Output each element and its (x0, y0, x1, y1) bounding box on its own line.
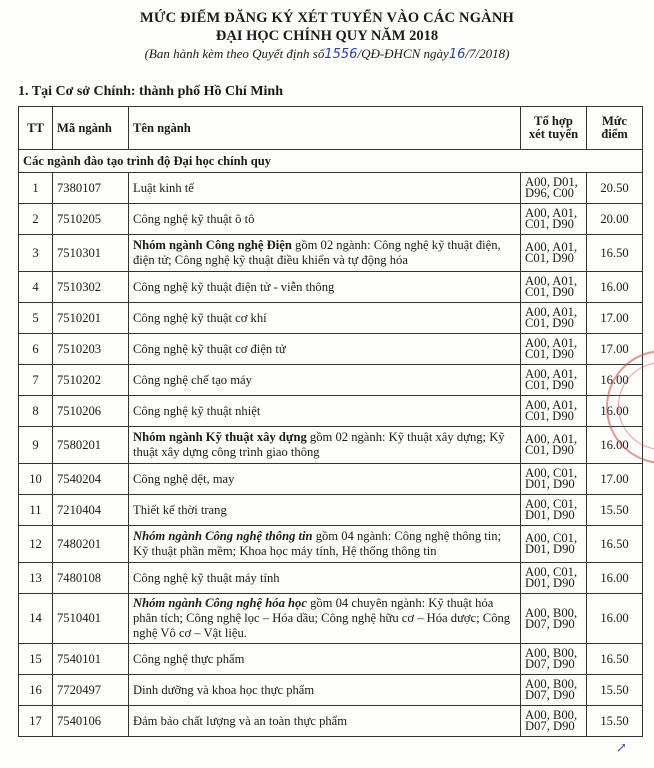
program-name-text: Công nghệ kỹ thuật cơ điện tử (133, 341, 286, 356)
program-code: 7540204 (53, 464, 129, 495)
program-group-title: Nhóm ngành Kỹ thuật xây dựng (133, 430, 307, 444)
header-combo: Tổ hợp xét tuyển (521, 107, 587, 150)
min-score: 15.50 (587, 706, 643, 737)
min-score: 16.00 (587, 396, 643, 427)
min-score: 16.50 (587, 526, 643, 563)
table-row (19, 594, 643, 644)
min-score: 15.50 (587, 675, 643, 706)
program-group-title: Nhóm ngành Công nghệ Điện (133, 238, 292, 252)
row-number: 13 (19, 563, 53, 594)
table-row (19, 204, 643, 235)
min-score: 20.00 (587, 204, 643, 235)
min-score: 16.00 (587, 365, 643, 396)
min-score: 17.00 (587, 303, 643, 334)
program-code: 7210404 (53, 495, 129, 526)
program-code: 7510202 (53, 365, 129, 396)
min-score: 17.00 (587, 334, 643, 365)
program-code: 7510401 (53, 594, 129, 644)
min-score: 16.00 (587, 563, 643, 594)
subject-combination: A00, B00, D07, D90 (521, 644, 587, 675)
program-code: 7510302 (53, 272, 129, 303)
program-name (129, 396, 521, 427)
row-number: 3 (19, 235, 53, 272)
header-tt: TT (19, 107, 53, 150)
program-name-text: Công nghệ kỹ thuật máy tính (133, 570, 280, 585)
handwritten-mark: ↗ (616, 740, 627, 755)
table-row (19, 464, 643, 495)
subject-combination: A00, C01, D01, D90 (521, 495, 587, 526)
row-number: 9 (19, 427, 53, 464)
program-name-text: gồm 02 ngành: Công nghệ kỹ thuật điện, điện tử; Công nghệ kỹ thuật điều khiển và tự động hóa (133, 238, 501, 267)
table-row (19, 706, 643, 737)
program-code: 7380107 (53, 173, 129, 204)
program-name-text: gồm 02 ngành: Kỹ thuật xây dựng; Kỹ thuật xây dựng công trình giao thông (133, 430, 505, 459)
min-score: 20.50 (587, 173, 643, 204)
program-code: 7540101 (53, 644, 129, 675)
table-row (19, 675, 643, 706)
program-name (129, 365, 521, 396)
subject-combination: A00, B00, D07, D90 (521, 675, 587, 706)
table-row (19, 235, 643, 272)
min-score: 16.50 (587, 644, 643, 675)
handwritten-decision-day: 16 (448, 47, 466, 62)
min-score: 16.00 (587, 427, 643, 464)
program-name (129, 563, 521, 594)
program-code: 7720497 (53, 675, 129, 706)
program-name (129, 464, 521, 495)
section-title: 1. Tại Cơ sở Chính: thành phố Hồ Chí Minh (18, 84, 284, 99)
program-code: 7580201 (53, 427, 129, 464)
program-name (129, 675, 521, 706)
subject-combination: A00, A01, C01, D90 (521, 334, 587, 365)
program-name-text: Công nghệ kỹ thuật nhiệt (133, 403, 261, 418)
subject-combination: A00, D01, D96, C00 (521, 173, 587, 204)
subject-combination: A00, A01, C01, D90 (521, 303, 587, 334)
program-name-text: Công nghệ thực phẩm (133, 651, 245, 666)
table-row (19, 303, 643, 334)
subject-combination: A00, A01, C01, D90 (521, 235, 587, 272)
program-name (129, 526, 521, 563)
row-number: 10 (19, 464, 53, 495)
row-number: 1 (19, 173, 53, 204)
subject-combination: A00, C01, D01, D90 (521, 563, 587, 594)
subject-combination: A00, A01, C01, D90 (521, 204, 587, 235)
program-name (129, 334, 521, 365)
title-line-1: MỨC ĐIỂM ĐĂNG KÝ XÉT TUYỂN VÀO CÁC NGÀNH (139, 10, 514, 26)
subtitle-prefix: (Ban hành kèm theo Quyết định số (144, 46, 325, 61)
subject-combination: A00, C01, D01, D90 (521, 526, 587, 563)
program-code: 7480108 (53, 563, 129, 594)
subtitle-middle: /QĐ-ĐHCN ngày (357, 46, 449, 61)
document-header (0, 0, 654, 62)
header-score: Mức điểm (587, 107, 643, 150)
min-score: 16.00 (587, 272, 643, 303)
program-name-text: Công nghệ dệt, may (133, 471, 235, 486)
table-row (19, 365, 643, 396)
row-number: 12 (19, 526, 53, 563)
min-score: 15.50 (587, 495, 643, 526)
decision-subtitle (0, 46, 654, 62)
program-name (129, 204, 521, 235)
subject-combination: A00, C01, D01, D90 (521, 464, 587, 495)
admission-score-table (18, 106, 643, 737)
table-row (19, 396, 643, 427)
table-row (19, 644, 643, 675)
handwritten-decision-number: 1556 (324, 47, 358, 62)
program-name (129, 235, 521, 272)
table-row (19, 427, 643, 464)
table-row (19, 173, 643, 204)
program-name-text: Dinh dưỡng và khoa học thực phẩm (133, 682, 315, 697)
subject-combination: A00, A01, C01, D90 (521, 396, 587, 427)
program-code: 7510201 (53, 303, 129, 334)
subtitle-suffix: /7/2018) (465, 46, 510, 61)
subject-combination: A00, A01, C01, D90 (521, 365, 587, 396)
program-name-text: Công nghệ kỹ thuật điện tử - viễn thông (133, 279, 335, 294)
table-row (19, 334, 643, 365)
header-name: Tên ngành (129, 107, 521, 150)
category-label: Các ngành đào tạo trình độ Đại học chính quy (19, 150, 643, 173)
table-row (19, 563, 643, 594)
table-header-row (19, 107, 643, 150)
min-score: 16.50 (587, 235, 643, 272)
program-name-text: gồm 04 ngành: Công nghệ thông tin; Kỹ thuật phần mềm; Khoa học máy tính, Hệ thống thông tin (133, 529, 502, 558)
program-name-text: Công nghệ chế tạo máy (133, 372, 252, 387)
subject-combination: A00, B00, D07, D90 (521, 706, 587, 737)
row-number: 17 (19, 706, 53, 737)
program-code: 7480201 (53, 526, 129, 563)
program-group-title: Nhóm ngành Công nghệ hóa học (133, 596, 307, 610)
title-line-2: ĐẠI HỌC CHÍNH QUY NĂM 2018 (215, 28, 439, 44)
program-code: 7510205 (53, 204, 129, 235)
subject-combination: A00, A01, C01, D90 (521, 427, 587, 464)
min-score: 17.00 (587, 464, 643, 495)
program-code: 7510203 (53, 334, 129, 365)
program-code: 7510301 (53, 235, 129, 272)
program-group-title: Nhóm ngành Công nghệ thông tin (133, 529, 313, 543)
row-number: 6 (19, 334, 53, 365)
program-name (129, 303, 521, 334)
program-name-text: Công nghệ kỹ thuật ô tô (133, 211, 255, 226)
table-row (19, 495, 643, 526)
subject-combination: A00, B00, D07, D90 (521, 594, 587, 644)
header-code: Mã ngành (53, 107, 129, 150)
table-row (19, 272, 643, 303)
program-name (129, 594, 521, 644)
row-number: 14 (19, 594, 53, 644)
program-code: 7540106 (53, 706, 129, 737)
program-name-text: Luật kinh tế (133, 180, 194, 195)
program-name (129, 644, 521, 675)
row-number: 4 (19, 272, 53, 303)
row-number: 8 (19, 396, 53, 427)
category-row (19, 150, 643, 173)
program-name (129, 173, 521, 204)
row-number: 11 (19, 495, 53, 526)
program-name-text: Công nghệ kỹ thuật cơ khí (133, 310, 267, 325)
program-name-text: Thiết kế thời trang (133, 502, 227, 517)
table-row (19, 526, 643, 563)
row-number: 16 (19, 675, 53, 706)
subject-combination: A00, A01, C01, D90 (521, 272, 587, 303)
row-number: 15 (19, 644, 53, 675)
program-name (129, 272, 521, 303)
program-name-text: gồm 04 chuyên ngành: Kỹ thuật hóa phân tích; Công nghệ lọc – Hóa dầu; Công nghệ hữu cơ – Hóa dược; Công nghệ Vô cơ – Vật liệu. (133, 596, 511, 640)
row-number: 2 (19, 204, 53, 235)
min-score: 16.00 (587, 594, 643, 644)
program-name (129, 427, 521, 464)
program-name (129, 706, 521, 737)
row-number: 5 (19, 303, 53, 334)
program-name (129, 495, 521, 526)
program-code: 7510206 (53, 396, 129, 427)
row-number: 7 (19, 365, 53, 396)
program-name-text: Đảm bảo chất lượng và an toàn thực phẩm (133, 713, 348, 728)
